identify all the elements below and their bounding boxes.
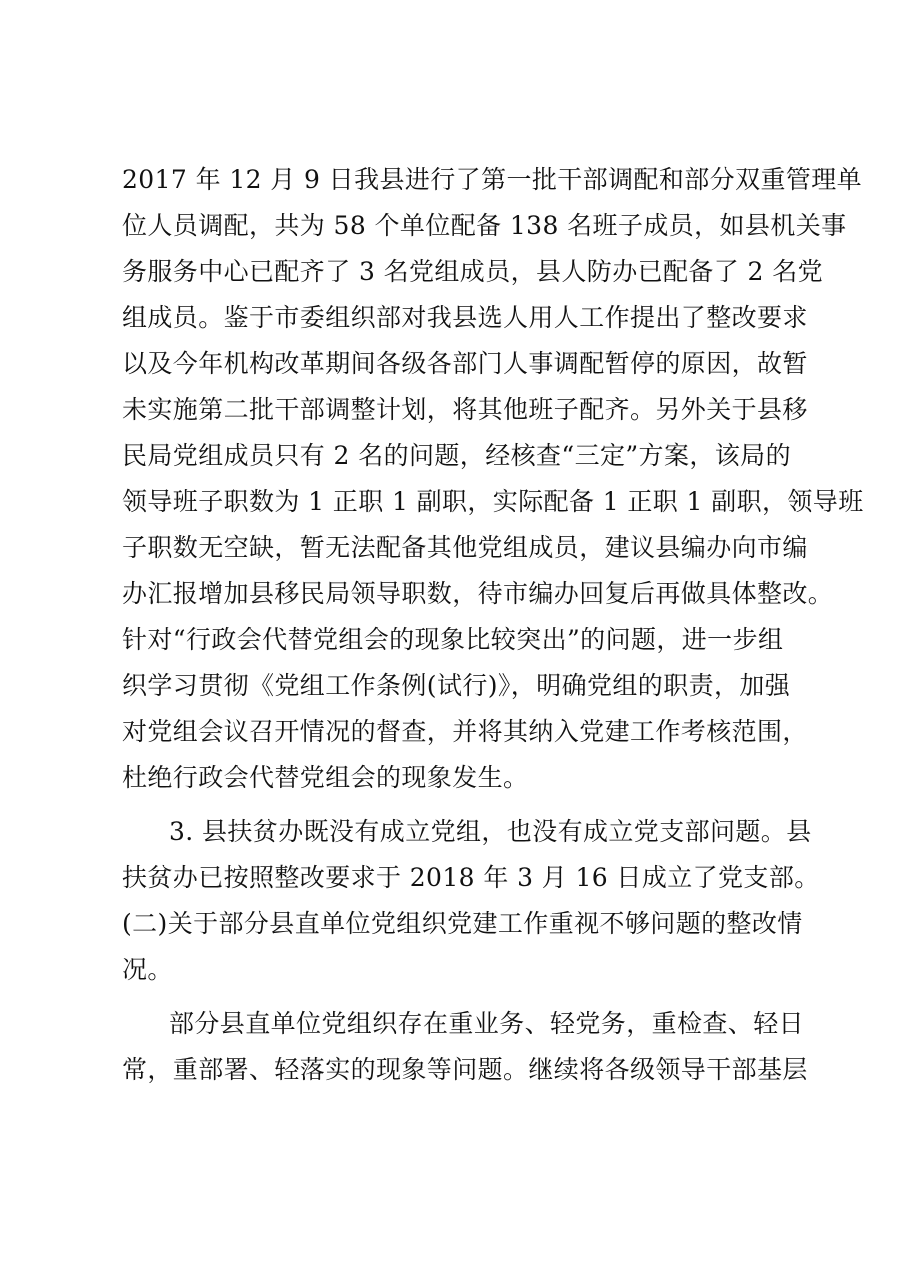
text-line-20: 常，重部署、轻落实的现象等问题。继续将各级领导干部基层 <box>122 1055 808 1084</box>
text-line-9: 子职数无空缺，暂无法配备其他党组成员，建议县编办向市编 <box>122 533 808 562</box>
text-line-15: 3. 县扶贫办既没有成立党组，也没有成立党支部问题。县 <box>169 817 812 846</box>
text-line-12: 织学习贯彻《党组工作条例(试行)》，明确党组的职责，加强 <box>122 671 791 700</box>
text-line-5: 以及今年机构改革期间各级各部门人事调配暂停的原因，故暂 <box>122 349 808 378</box>
text-line-11: 针对“行政会代替党组会的现象比较突出”的问题，进一步组 <box>122 625 784 654</box>
text-line-19: 部分县直单位党组织存在重业务、轻党务，重检查、轻日 <box>169 1009 805 1038</box>
text-line-17: (二)关于部分县直单位党组织党建工作重视不够问题的整改情 <box>122 909 803 938</box>
text-line-14: 杜绝行政会代替党组会的现象发生。 <box>122 763 529 792</box>
text-line-8: 领导班子职数为 1 正职 1 副职，实际配备 1 正职 1 副职，领导班 <box>122 487 864 516</box>
text-line-13: 对党组会议召开情况的督查，并将其纳入党建工作考核范围， <box>122 717 808 746</box>
text-line-7: 民局党组成员只有 2 名的问题，经核查“三定”方案，该局的 <box>122 441 791 470</box>
text-line-6: 未实施第二批干部调整计划，将其他班子配齐。另外关于县移 <box>122 395 808 424</box>
text-line-1: 2017 年 12 月 9 日我县进行了第一批干部调配和部分双重管理单 <box>122 165 863 194</box>
text-line-2: 位人员调配，共为 58 个单位配备 138 名班子成员，如县机关事 <box>122 211 847 240</box>
text-line-3: 务服务中心已配齐了 3 名党组成员，县人防办已配备了 2 名党 <box>122 257 824 286</box>
text-line-18: 况。 <box>122 955 173 984</box>
text-line-10: 办汇报增加县移民局领导职数，待市编办回复后再做具体整改。 <box>122 579 834 608</box>
text-line-4: 组成员。鉴于市委组织部对我县选人用人工作提出了整改要求 <box>122 303 808 332</box>
text-line-16: 扶贫办已按照整改要求于 2018 年 3 月 16 日成立了党支部。 <box>122 863 820 892</box>
